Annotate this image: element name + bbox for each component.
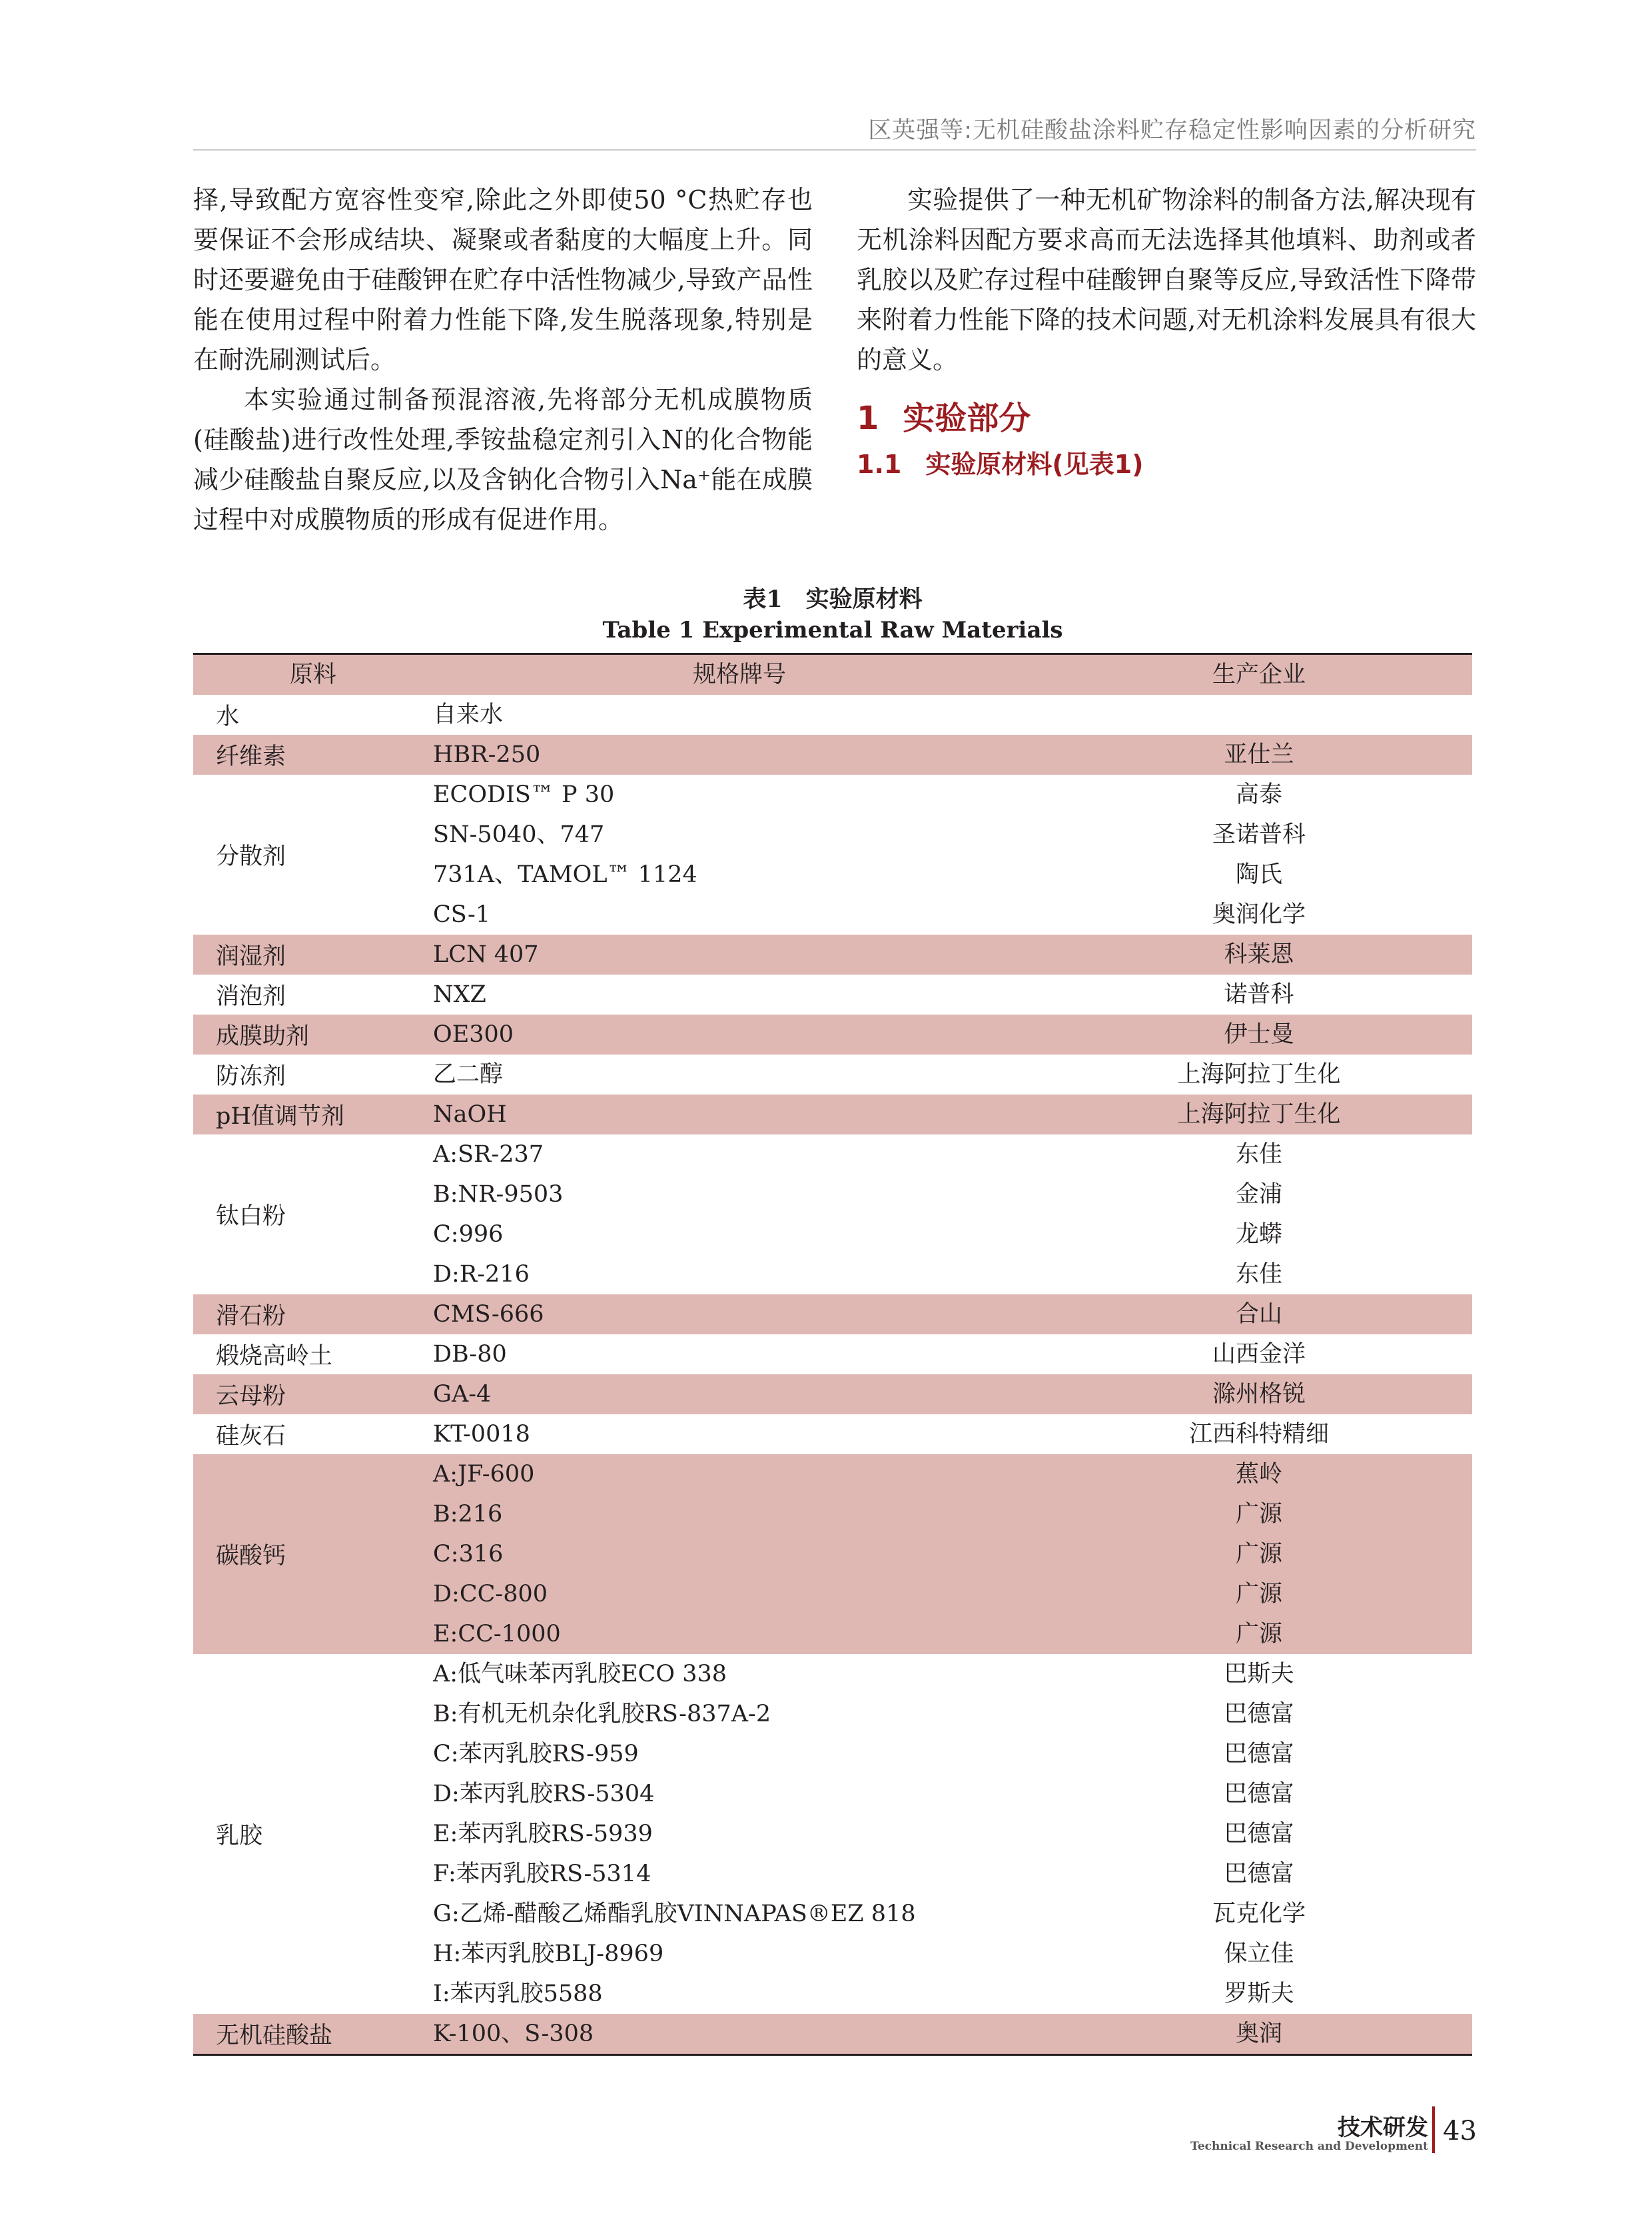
table-row-group: [193, 695, 1472, 735]
spec-cell: GA-4: [433, 1381, 492, 1408]
spec-column: [433, 1055, 1046, 1095]
spec-column: [433, 695, 1046, 735]
maker-cell: 高泰: [1235, 781, 1282, 808]
maker-cell: 瓦克化学: [1212, 1901, 1306, 1927]
maker-cell: 东佳: [1235, 1141, 1282, 1168]
table-row-group: [193, 1374, 1472, 1414]
maker-column: [1046, 1654, 1472, 2014]
table-row-group: [193, 1454, 1472, 1654]
spec-cell: H:苯丙乳胶BLJ-8969: [433, 1941, 664, 1967]
material-cell: 纤维素: [216, 743, 286, 770]
maker-column: [1046, 2014, 1472, 2054]
spec-cell: F:苯丙乳胶RS-5314: [433, 1861, 651, 1887]
spec-column: [433, 975, 1046, 1015]
maker-column: [1046, 1055, 1472, 1095]
spec-cell: B:216: [433, 1501, 503, 1528]
spec-cell: B:有机无机杂化乳胶RS-837A-2: [433, 1701, 771, 1727]
footer-section-zh: 技术研发: [1338, 2114, 1428, 2141]
table-caption-zh: 表1 实验原材料: [743, 586, 923, 613]
maker-cell: 圣诺普科: [1212, 821, 1306, 848]
left-column: [193, 180, 813, 540]
maker-cell: 罗斯夫: [1224, 1981, 1294, 2007]
spec-cell: LCN 407: [433, 941, 539, 968]
table-row-group: [193, 1294, 1472, 1334]
maker-cell: 山西金洋: [1212, 1341, 1306, 1368]
spec-cell: A:低气味苯丙乳胶ECO 338: [433, 1661, 727, 1687]
maker-cell: [1046, 695, 1472, 735]
material-cell: 无机硅酸盐: [216, 2022, 333, 2049]
table-header-material: 原料: [289, 662, 336, 688]
table-row-group: [193, 1654, 1472, 2014]
material-cell: 分散剂: [216, 843, 286, 870]
maker-cell: 奥润化学: [1212, 901, 1306, 928]
left-paragraph-1: 择,导致配方宽容性变窄,除此之外即使50 °C热贮存也要保证不会形成结块、凝聚或者黏度的大幅度上升。同时还要避免由于硅酸钾在贮存中活性物减少,导致产品性能在使用过程中附着力性能下降,发生脱落现象,特别是在耐洗刷测试后。: [193, 185, 813, 374]
spec-cell: E:苯丙乳胶RS-5939: [433, 1821, 653, 1847]
right-paragraph-1: 实验提供了一种无机矿物涂料的制备方法,解决现有无机涂料因配方要求高而无法选择其他填料、助剂或者乳胶以及贮存过程中硅酸钾自聚等反应,导致活性下降带来附着力性能下降的技术问题,对无机涂料发展具有很大的意义。: [857, 185, 1476, 374]
footer-divider-bar: [1432, 2106, 1435, 2153]
section-1-number: 1: [857, 400, 879, 437]
spec-column: [433, 1454, 1046, 1654]
maker-column: [1046, 1374, 1472, 1414]
maker-cell: 龙蟒: [1235, 1221, 1282, 1248]
material-cell: 防冻剂: [216, 1063, 286, 1090]
spec-cell: A:SR-237: [433, 1141, 544, 1168]
spec-cell: I:苯丙乳胶5588: [433, 1981, 603, 2007]
spec-cell: OE300: [433, 1021, 514, 1048]
section-1-title: 实验部分: [903, 400, 1031, 437]
spec-column: [433, 1015, 1046, 1055]
spec-cell: NXZ: [433, 981, 486, 1008]
spec-column: [433, 1334, 1046, 1374]
spec-cell: C:苯丙乳胶RS-959: [433, 1741, 639, 1767]
section-1-heading: [857, 393, 1476, 444]
table-row-group: [193, 935, 1472, 975]
maker-cell: 江西科特精细: [1188, 1421, 1329, 1448]
maker-column: [1046, 775, 1472, 935]
table-row-group: [193, 1334, 1472, 1374]
maker-cell: 巴德富: [1224, 1821, 1294, 1847]
spec-cell: C:316: [433, 1541, 504, 1567]
spec-column: [433, 1654, 1046, 2014]
maker-cell: 奥润: [1235, 2020, 1282, 2047]
spec-cell: G:乙烯-醋酸乙烯酯乳胶VINNAPAS®EZ 818: [433, 1901, 916, 1927]
material-cell: 煅烧高岭土: [216, 1343, 333, 1370]
maker-cell: 巴德富: [1224, 1741, 1294, 1767]
spec-column: [433, 1414, 1046, 1454]
spec-cell: ECODIS™ P 30: [433, 781, 615, 808]
table-row-group: [193, 1095, 1472, 1134]
maker-cell: 科莱恩: [1224, 941, 1294, 968]
maker-cell: 东佳: [1235, 1261, 1282, 1288]
material-cell: 水: [216, 703, 240, 730]
maker-cell: 金浦: [1235, 1181, 1282, 1208]
spec-cell: K-100、S-308: [433, 2020, 594, 2047]
section-1-1-heading: [857, 444, 1476, 485]
spec-column: [433, 1374, 1046, 1414]
spec-cell: D:苯丙乳胶RS-5304: [433, 1781, 655, 1807]
maker-cell: 滁州格锐: [1212, 1381, 1306, 1408]
maker-column: [1046, 1134, 1472, 1294]
table-row-group: [193, 975, 1472, 1015]
spec-cell: A:JF-600: [433, 1461, 535, 1488]
page-number: 43: [1443, 2116, 1477, 2146]
table-body: [193, 695, 1472, 2054]
table-row-group: [193, 1414, 1472, 1454]
maker-column: [1046, 1294, 1472, 1334]
spec-cell: C:996: [433, 1221, 504, 1248]
spec-cell: 731A、TAMOL™ 1124: [433, 861, 697, 888]
maker-cell: 广源: [1235, 1541, 1282, 1567]
spec-column: [433, 935, 1046, 975]
spec-column: [433, 2014, 1046, 2054]
maker-cell: 巴德富: [1224, 1781, 1294, 1807]
maker-cell: 诺普科: [1224, 981, 1294, 1008]
material-cell: 消泡剂: [216, 983, 286, 1010]
maker-cell: 亚仕兰: [1224, 741, 1294, 768]
material-cell: 滑石粉: [216, 1303, 286, 1330]
section-1-1-number: 1.1: [857, 450, 902, 479]
maker-column: [1046, 735, 1472, 775]
spec-cell: DB-80: [433, 1341, 507, 1368]
table-row-group: [193, 1055, 1472, 1095]
spec-cell: KT-0018: [433, 1421, 530, 1448]
maker-cell: 上海阿拉丁生化: [1177, 1061, 1341, 1088]
maker-cell: 广源: [1235, 1621, 1282, 1647]
running-header-title: 区英强等:无机硅酸盐涂料贮存稳定性影响因素的分析研究: [868, 117, 1476, 144]
material-cell: 钛白粉: [216, 1203, 286, 1230]
spec-cell: CS-1: [433, 901, 491, 928]
material-cell: 成膜助剂: [216, 1023, 310, 1050]
maker-cell: 合山: [1235, 1301, 1282, 1328]
maker-column: [1046, 1454, 1472, 1654]
maker-column: [1046, 935, 1472, 975]
material-cell: 润湿剂: [216, 943, 286, 970]
spec-column: [433, 1294, 1046, 1334]
spec-cell: D:CC-800: [433, 1581, 548, 1607]
header-rule: [193, 149, 1476, 151]
table-row-group: [193, 775, 1472, 935]
maker-cell: 广源: [1235, 1501, 1282, 1528]
maker-cell: 巴德富: [1224, 1701, 1294, 1727]
maker-cell: 巴德富: [1224, 1861, 1294, 1887]
material-cell: 硅灰石: [216, 1423, 286, 1450]
table-row-group: [193, 1134, 1472, 1294]
maker-cell: 上海阿拉丁生化: [1177, 1101, 1341, 1128]
material-cell: 云母粉: [216, 1383, 286, 1410]
material-cell: 乳胶: [216, 1823, 263, 1849]
material-cell: pH值调节剂: [216, 1103, 344, 1130]
maker-cell: 伊士曼: [1224, 1021, 1294, 1048]
table-row-group: [193, 2014, 1472, 2054]
material-cell: 碳酸钙: [216, 1543, 286, 1569]
maker-cell: 广源: [1235, 1581, 1282, 1607]
spec-cell: SN-5040、747: [433, 821, 605, 848]
spec-column: [433, 775, 1046, 935]
spec-cell: 自来水: [433, 701, 504, 728]
spec-column: [433, 1095, 1046, 1134]
spec-column: [433, 1134, 1046, 1294]
table-header-maker: 生产企业: [1212, 662, 1306, 688]
spec-cell: D:R-216: [433, 1261, 530, 1288]
left-paragraph-2: 本实验通过制备预混溶液,先将部分无机成膜物质(硅酸盐)进行改性处理,季铵盐稳定剂引入N的化合物能减少硅酸盐自聚反应,以及含钠化合物引入Na⁺能在成膜过程中对成膜物质的形成有促进作用。: [193, 385, 813, 534]
table-row-group: [193, 1015, 1472, 1055]
maker-column: [1046, 975, 1472, 1015]
spec-cell: E:CC-1000: [433, 1621, 561, 1647]
maker-column: [1046, 1334, 1472, 1374]
maker-cell: 陶氏: [1235, 861, 1282, 888]
section-1-1-title: 实验原材料(见表1): [925, 450, 1144, 479]
table-caption-en: Table 1 Experimental Raw Materials: [602, 617, 1063, 644]
maker-column: [1046, 1015, 1472, 1055]
maker-column: [1046, 695, 1472, 735]
spec-cell: CMS-666: [433, 1301, 544, 1328]
maker-cell: 保立佳: [1224, 1941, 1294, 1967]
maker-column: [1046, 1095, 1472, 1134]
spec-cell: NaOH: [433, 1101, 507, 1128]
table-row-group: [193, 735, 1472, 775]
maker-column: [1046, 1414, 1472, 1454]
maker-cell: 巴斯夫: [1224, 1661, 1294, 1687]
spec-cell: 乙二醇: [433, 1061, 504, 1088]
spec-cell: B:NR-9503: [433, 1181, 564, 1208]
maker-cell: 蕉岭: [1235, 1461, 1282, 1488]
table-header-spec: 规格牌号: [692, 662, 786, 688]
table-header-row: [193, 655, 1472, 695]
right-column: [857, 180, 1476, 485]
materials-table: [193, 653, 1472, 2056]
spec-cell: HBR-250: [433, 741, 541, 768]
spec-column: [433, 735, 1046, 775]
footer-section-en: Technical Research and Development: [1190, 2140, 1428, 2153]
